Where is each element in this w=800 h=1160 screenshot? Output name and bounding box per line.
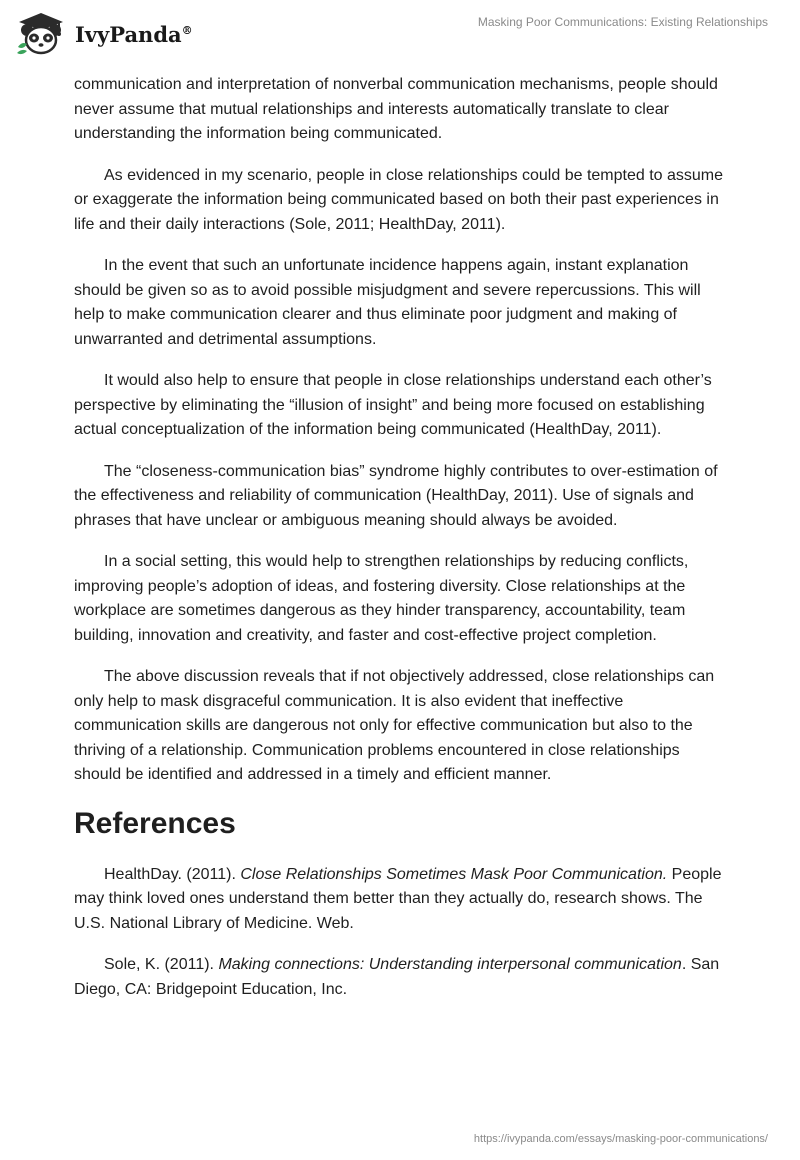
reference-title: Close Relationships Sometimes Mask Poor Communication. — [240, 865, 668, 883]
references-heading: References — [74, 806, 236, 840]
reference-item: HealthDay. (2011). Close Relationships Sometimes Mask Poor Communication. People may think loved ones understand them better than they actually do, research shows. The U.S. National Library of Medicine. Web. — [74, 865, 722, 932]
paragraph: It would also help to ensure that people in close relationships understand each other’s perspective by eliminating the “illusion of insight” and being more focused on establishing actual conceptualization of the information being communicated (HealthDay, 2011). — [74, 372, 712, 438]
panda-graduate-icon — [15, 9, 67, 55]
paragraph: The “closeness-communication bias” syndrome highly contributes to over-estimation of the effectiveness and reliability of communication (HealthDay, 2011). Use of signals and phrases that have unclear or ambiguous meaning should always be avoided. — [74, 462, 718, 529]
essay-content — [74, 73, 724, 1019]
paragraph: In a social setting, this would help to strengthen relationships by reducing conflicts, improving people’s adoption of ideas, and fostering diversity. Close relationships at the workplace are sometimes dangerous as they hinder transparency, accountability, team building, innovation and creativity, and faster and cost-effective project completion. — [74, 553, 689, 644]
ivypanda-logo[interactable] — [15, 9, 195, 59]
document-title: Masking Poor Communications: Existing Relationships — [477, 15, 768, 29]
paragraph: In the event that such an unfortunate incidence happens again, instant explanation should be given so as to avoid possible misjudgment and severe repercussions. This will help to make communication clearer and thus eliminate poor judgment and making of unwarranted and detrimental assumptions. — [74, 257, 701, 348]
paragraph: communication and interpretation of nonverbal communication mechanisms, people should never assume that mutual relationships and interests automatically translate to clear understanding the information being communicated. — [74, 76, 718, 142]
logo-text: IvyPanda® — [75, 22, 193, 47]
source-url[interactable]: https://ivypanda.com/essays/masking-poor-communications/ — [473, 1133, 768, 1145]
page-header — [0, 0, 800, 64]
reference-item: Sole, K. (2011). Making connections: Understanding interpersonal communication. San Diego, CA: Bridgepoint Education, Inc. — [74, 956, 720, 998]
paragraph: The above discussion reveals that if not objectively addressed, close relationships can only help to mask disgraceful communication. It is also evident that ineffective communication skills are dangerous not only for effective communication but also to the thriving of a relationship. Communication problems encountered in close relationships should be identified and addressed in a timely and efficient manner. — [74, 668, 715, 783]
reference-title: Making connections: Understanding interpersonal communication — [218, 956, 682, 973]
paragraph: As evidenced in my scenario, people in close relationships could be tempted to assume or exaggerate the information being communicated based on both their past experiences in life and their daily interactions (Sole, 2011; HealthDay, 2011). — [74, 166, 724, 233]
